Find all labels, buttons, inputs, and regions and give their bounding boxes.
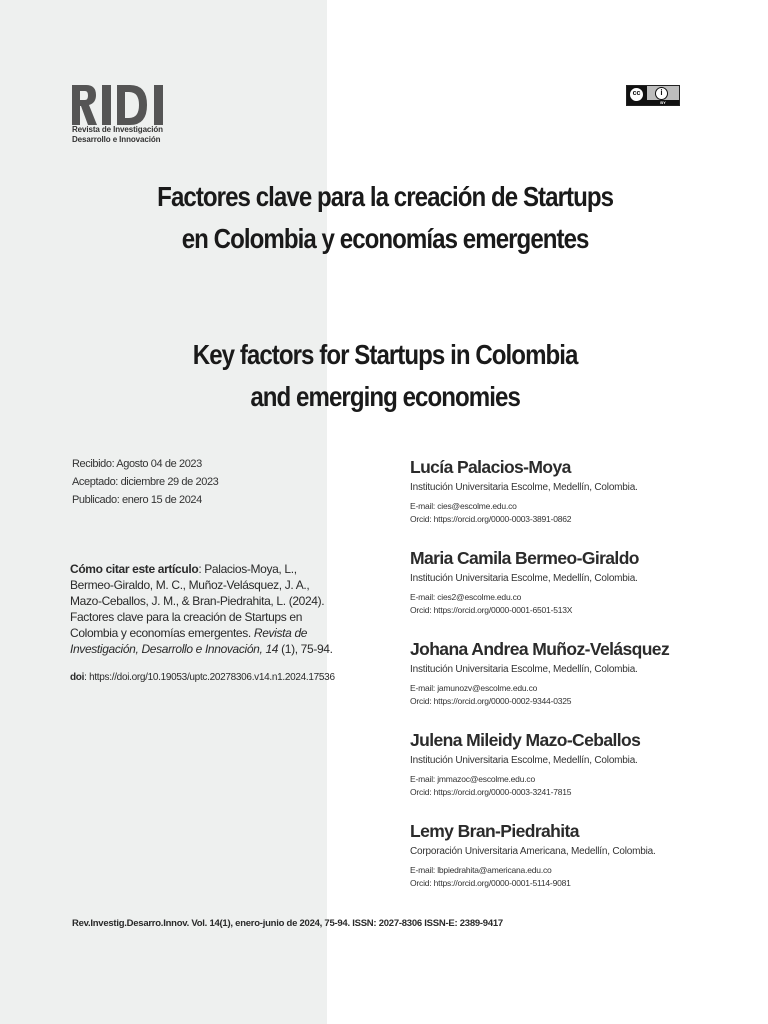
ridi-logo-mark	[72, 85, 168, 125]
journal-logo	[72, 85, 172, 144]
author-orcid[interactable]: Orcid: https://orcid.org/0000-0001-6501-513X	[410, 605, 573, 615]
title-spanish-line1: Factores clave para la creación de Startups	[157, 181, 614, 212]
citation-label: Cómo citar este artículo	[70, 562, 199, 576]
logo-letter-d	[117, 85, 147, 125]
article-dates	[72, 455, 218, 509]
author-institution: Institución Universitaria Escolme, Medellín, Colombia.	[410, 573, 638, 584]
author-institution: Institución Universitaria Escolme, Medellín, Colombia.	[410, 755, 638, 766]
author-orcid[interactable]: Orcid: https://orcid.org/0000-0002-9344-0325	[410, 696, 572, 706]
creative-commons-by-icon	[626, 85, 680, 106]
by-label: BY	[647, 100, 679, 105]
title-spanish-line2: en Colombia y economías emergentes	[181, 223, 589, 254]
title-spanish	[55, 176, 715, 260]
author-name: Julena Mileidy Mazo-Ceballos	[410, 730, 641, 750]
logo-letter-i1	[102, 85, 111, 125]
doi-link[interactable]: : https://doi.org/10.19053/uptc.20278306.v14.n1.2024.17536	[84, 672, 335, 683]
author-institution: Corporación Universitaria Americana, Medellín, Colombia.	[410, 846, 656, 857]
citation-journal: Revista de Investigación, Desarrollo e Innovación, 14	[70, 626, 308, 656]
journal-footer: Rev.Investig.Desarro.Innov. Vol. 14(1), enero-junio de 2024, 75-94. ISSN: 2027-8306 ISSN-E: 2389-9417	[72, 918, 503, 929]
logo-subtitle-line2: Desarrollo e Innovación	[72, 134, 161, 144]
author-orcid[interactable]: Orcid: https://orcid.org/0000-0001-5114-9081	[410, 878, 571, 888]
author-name: Lemy Bran-Piedrahita	[410, 821, 579, 841]
author-block	[410, 820, 730, 890]
author-email[interactable]: E-mail: jmmazoc@escolme.edu.co	[410, 774, 535, 784]
author-orcid[interactable]: Orcid: https://orcid.org/0000-0003-3241-7815	[410, 787, 572, 797]
author-name: Lucía Palacios-Moya	[410, 457, 571, 477]
date-published: Publicado: enero 15 de 2024	[72, 494, 202, 506]
author-name: Maria Camila Bermeo-Giraldo	[410, 548, 639, 568]
title-english-line2: and emerging economies	[250, 381, 520, 412]
citation-issue-pages: (1), 75-94.	[278, 642, 333, 656]
author-block	[410, 456, 730, 526]
doi-line	[70, 672, 335, 684]
author-email[interactable]: E-mail: lbpiedrahita@americana.edu.co	[410, 865, 552, 875]
author-block	[410, 729, 730, 799]
cc-icon: cc	[629, 87, 644, 102]
left-panel-background	[0, 0, 327, 1024]
citation-authors-text: : Palacios-Moya, L., Bermeo-Giraldo, M. C., Muñoz-Velásquez, J. A., Mazo-Ceballos, J. M., & Bran-Piedrahita, L. (2024). Factores clave para la creación de Startups en Colombia y economías emergentes.	[70, 562, 325, 640]
logo-subtitle-line1: Revista de Investigación	[72, 125, 163, 134]
author-institution: Institución Universitaria Escolme, Medellín, Colombia.	[410, 664, 638, 675]
author-orcid[interactable]: Orcid: https://orcid.org/0000-0003-3891-0862	[410, 514, 572, 524]
logo-letter-i2	[154, 85, 163, 125]
author-email[interactable]: E-mail: cies2@escolme.edu.co	[410, 592, 522, 602]
date-accepted: Aceptado: diciembre 29 de 2023	[72, 476, 219, 488]
doi-label: doi	[70, 672, 85, 683]
author-institution: Institución Universitaria Escolme, Medellín, Colombia.	[410, 482, 638, 493]
title-english	[55, 334, 715, 418]
attribution-icon: i	[655, 87, 668, 100]
logo-letter-r	[72, 85, 97, 125]
citation-block	[70, 561, 338, 657]
author-name: Johana Andrea Muñoz-Velásquez	[410, 639, 670, 659]
author-block	[410, 547, 730, 617]
author-block	[410, 638, 730, 708]
author-email[interactable]: E-mail: cies@escolme.edu.co	[410, 501, 517, 511]
author-email[interactable]: E-mail: jamunozv@escolme.edu.co	[410, 683, 538, 693]
date-received: Recibido: Agosto 04 de 2023	[72, 458, 202, 470]
title-english-line1: Key factors for Startups in Colombia	[192, 339, 578, 370]
